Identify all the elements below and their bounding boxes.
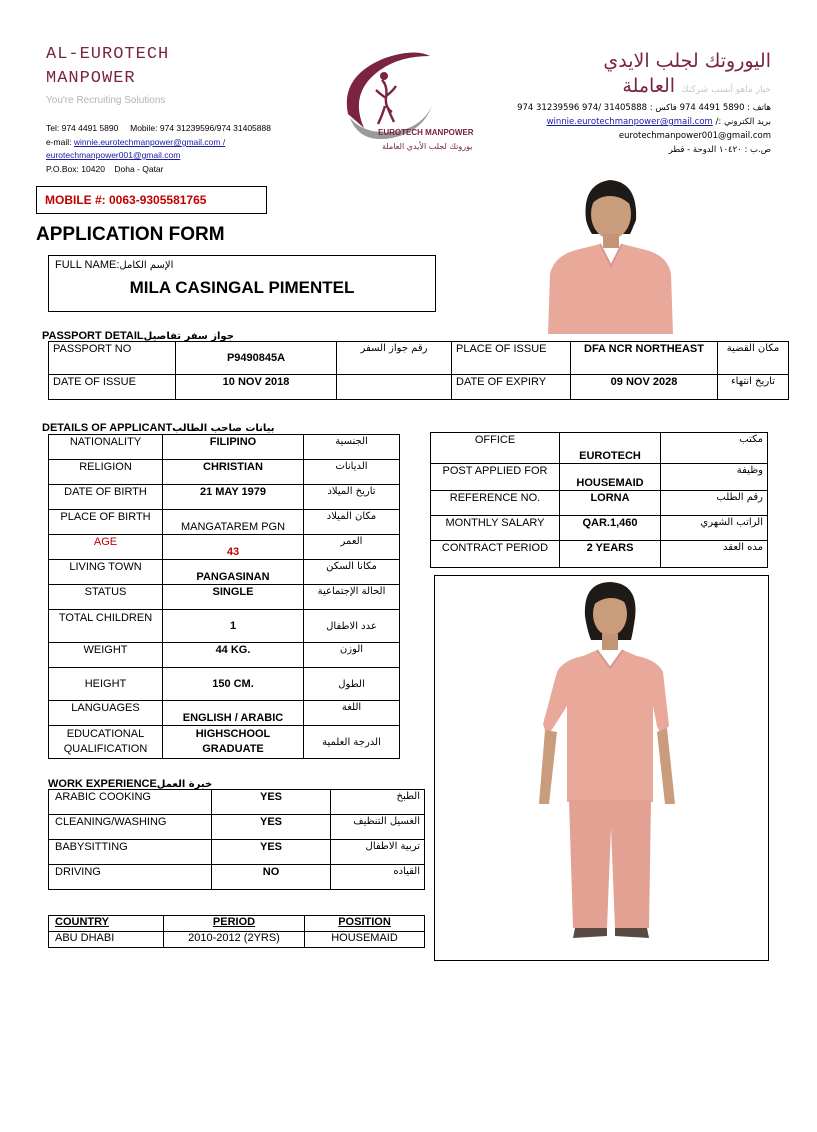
date-of-expiry-label: DATE OF EXPIRY: [452, 375, 571, 400]
mobile-number-box: MOBILE #: 0063-9305581765: [36, 186, 267, 214]
table-row: [49, 668, 400, 701]
post-applied-arabic: وظيفة: [661, 464, 768, 491]
languages-label: LANGUAGES: [49, 701, 163, 726]
date-of-birth-arabic: تاريخ الميلاد: [304, 485, 400, 510]
place-of-issue-value: DFA NCR NORTHEAST: [571, 342, 718, 375]
table-row: [49, 460, 400, 485]
table-row: [49, 815, 425, 840]
cleaning-washing-arabic: الغسيل التنظيف: [331, 815, 425, 840]
table-row: [49, 610, 400, 643]
table-row: [49, 510, 400, 535]
passport-table: [48, 341, 789, 400]
cleaning-washing-label: CLEANING/WASHING: [49, 815, 212, 840]
table-row: [49, 790, 425, 815]
table-row: [431, 516, 768, 541]
table-row: [49, 535, 400, 560]
arabic-email-link-2[interactable]: eurotechmanpower001@gmail.com: [618, 131, 771, 141]
office-table: [430, 432, 768, 568]
arabic-email-label: بريد الكتروني :/: [715, 117, 771, 127]
languages-value: ENGLISH / ARABIC: [163, 701, 304, 726]
place-of-issue-arabic: مكان القضية: [718, 342, 789, 375]
work-experience-table: [48, 789, 425, 890]
full-name-label: FULL NAME:الإسم الكامل: [55, 259, 174, 271]
reference-no-arabic: رقم الطلب: [661, 491, 768, 516]
period-header: PERIOD: [164, 916, 305, 932]
babysitting-value: YES: [212, 840, 331, 865]
arabic-pobox: ص.ب : ١٠٤٢٠ الدوحة - قطر: [668, 145, 771, 155]
weight-label: WEIGHT: [49, 643, 163, 668]
monthly-salary-label: MONTHLY SALARY: [431, 516, 560, 541]
position-header: POSITION: [305, 916, 425, 932]
religion-value: CHRISTIAN: [163, 460, 304, 485]
date-of-expiry-value: 09 NOV 2028: [571, 375, 718, 400]
contract-period-arabic: مده العقد: [661, 541, 768, 568]
nationality-arabic: الجنسية: [304, 435, 400, 460]
table-row: [49, 585, 400, 610]
company-name-line2: MANPOWER: [46, 69, 136, 88]
post-applied-value: HOUSEMAID: [560, 464, 661, 491]
monthly-salary-value: QAR.1,460: [560, 516, 661, 541]
passport-no-label: PASSPORT NO: [49, 342, 176, 375]
place-of-issue-label: PLACE OF ISSUE: [452, 342, 571, 375]
living-town-label: LIVING TOWN: [49, 560, 163, 585]
table-row: [431, 433, 768, 464]
nationality-value: FILIPINO: [163, 435, 304, 460]
country-value: ABU DHABI: [49, 932, 164, 948]
date-of-birth-label: DATE OF BIRTH: [49, 485, 163, 510]
table-row: [431, 491, 768, 516]
post-applied-label: POST APPLIED FOR: [431, 464, 560, 491]
arabic-cooking-value: YES: [212, 790, 331, 815]
passport-no-arabic: رقم جواز السفر: [337, 342, 452, 375]
height-arabic: الطول: [304, 668, 400, 701]
table-row: [49, 560, 400, 585]
arabic-email-line: [547, 116, 771, 129]
arabic-company-name-line1: اليوروتك لجلب الايدي: [603, 50, 771, 72]
living-town-arabic: مكانا السكن: [304, 560, 400, 585]
work-section-heading: WORK EXPERIENCEخبرة العمل: [48, 778, 213, 790]
full-name-value: MILA CASINGAL PIMENTEL: [129, 278, 355, 297]
place-of-birth-value: MANGATAREM PGN: [163, 510, 304, 535]
nationality-label: NATIONALITY: [49, 435, 163, 460]
languages-arabic: اللغة: [304, 701, 400, 726]
work-section-heading-arabic: خبرة العمل: [156, 779, 213, 790]
contact-email-link-1[interactable]: winnie.eurotechmanpower@gmail.com /: [73, 137, 226, 147]
full-name-box: [48, 255, 436, 312]
height-value: 150 CM.: [163, 668, 304, 701]
table-row: [49, 485, 400, 510]
monthly-salary-arabic: الراتب الشهري: [661, 516, 768, 541]
period-value: 2010-2012 (2YRS): [164, 932, 305, 948]
applicant-full-body-photo: [434, 575, 769, 961]
place-of-birth-arabic: مكان الميلاد: [304, 510, 400, 535]
babysitting-label: BABYSITTING: [49, 840, 212, 865]
arabic-tagline: خيار ماهو أنسب شركتك: [681, 85, 771, 95]
office-label: OFFICE: [431, 433, 560, 464]
arabic-company-word: العاملة: [622, 75, 676, 97]
driving-value: NO: [212, 865, 331, 890]
table-row: [49, 840, 425, 865]
passport-section-heading: PASSPORT DETAILجواز سفر تفاصيل: [42, 330, 234, 342]
arabic-company-name-line2: [622, 75, 771, 97]
form-title: APPLICATION FORM: [36, 224, 225, 245]
logo-text: EUROTECH MANPOWER: [378, 128, 474, 137]
applicant-details-table: [48, 434, 400, 759]
table-row: [49, 375, 789, 400]
living-town-value: PANGASINAN: [163, 560, 304, 585]
company-tagline: You're Recruiting Solutions: [46, 95, 166, 106]
table-row: [49, 435, 400, 460]
table-row: [49, 342, 789, 375]
arabic-phone: هاتف : 5890 4491 974 فاكس : 31405888 /974 31239596 974: [517, 103, 771, 113]
applicant-portrait-photo: [546, 170, 675, 334]
contact-email-line: [46, 136, 225, 149]
portrait-figure-icon: [546, 170, 675, 334]
education-arabic: الدرجة العلمية: [304, 726, 400, 759]
date-of-expiry-arabic: تاريخ انتهاء: [718, 375, 789, 400]
contact-email-prefix: e-mail:: [46, 137, 74, 147]
date-of-birth-value: 21 MAY 1979: [163, 485, 304, 510]
status-arabic: الحالة الإجتماعية: [304, 585, 400, 610]
arabic-email-link-1[interactable]: winnie.eurotechmanpower@gmail.com: [546, 117, 713, 127]
contact-email-link-2[interactable]: eurotechmanpower001@gmail.com: [46, 150, 181, 160]
table-row: [49, 701, 400, 726]
table-row: [49, 865, 425, 890]
position-value: HOUSEMAID: [305, 932, 425, 948]
date-of-issue-value: 10 NOV 2018: [176, 375, 337, 400]
babysitting-arabic: تربية الاطفال: [331, 840, 425, 865]
contract-period-label: CONTRACT PERIOD: [431, 541, 560, 568]
weight-value: 44 KG.: [163, 643, 304, 668]
total-children-label: TOTAL CHILDREN: [49, 610, 163, 643]
total-children-value: 1: [163, 610, 304, 643]
company-name-line1: AL-EUROTECH: [46, 45, 170, 64]
empty-cell: [337, 375, 452, 400]
table-row: [49, 643, 400, 668]
age-label: AGE: [49, 535, 163, 560]
age-value: 43: [163, 535, 304, 560]
table-row: [49, 932, 425, 948]
arabic-cooking-label: ARABIC COOKING: [49, 790, 212, 815]
applicant-section-heading: DETAILS OF APPLICANTبيانات صاحب الطالب: [42, 422, 275, 434]
table-row: [431, 541, 768, 568]
religion-arabic: الديانات: [304, 460, 400, 485]
employment-history-table: [48, 915, 425, 948]
arabic-cooking-arabic: الطبخ: [331, 790, 425, 815]
applicant-section-heading-arabic: بيانات صاحب الطالب: [172, 423, 275, 434]
passport-no-value: P9490845A: [176, 342, 337, 375]
driving-label: DRIVING: [49, 865, 212, 890]
weight-arabic: الوزن: [304, 643, 400, 668]
full-body-figure-icon: [435, 576, 768, 960]
religion-label: RELIGION: [49, 460, 163, 485]
education-label: EDUCATIONAL QUALIFICATION: [49, 726, 163, 759]
company-logo: [330, 46, 480, 164]
date-of-issue-label: DATE OF ISSUE: [49, 375, 176, 400]
total-children-arabic: عدد الاطفال: [304, 610, 400, 643]
place-of-birth-label: PLACE OF BIRTH: [49, 510, 163, 535]
logo-arabic-text: يوروتك لجلب الأيدي العاملة: [382, 142, 473, 151]
age-arabic: العمر: [304, 535, 400, 560]
status-label: STATUS: [49, 585, 163, 610]
passport-section-heading-arabic: جواز سفر تفاصيل: [143, 331, 234, 342]
office-value: EUROTECH: [560, 433, 661, 464]
contact-tel: Tel: 974 4491 5890 Mobile: 974 31239596/974 31405888: [46, 123, 271, 133]
education-value: HIGHSCHOOL GRADUATE: [163, 726, 304, 759]
driving-arabic: القياده: [331, 865, 425, 890]
cleaning-washing-value: YES: [212, 815, 331, 840]
table-row: [431, 464, 768, 491]
contact-pobox: P.O.Box: 10420 Doha - Qatar: [46, 164, 164, 174]
office-arabic: مكتب: [661, 433, 768, 464]
contract-period-value: 2 YEARS: [560, 541, 661, 568]
reference-no-value: LORNA: [560, 491, 661, 516]
height-label: HEIGHT: [49, 668, 163, 701]
status-value: SINGLE: [163, 585, 304, 610]
full-name-label-arabic: الإسم الكامل: [119, 260, 174, 271]
table-row: [49, 916, 425, 932]
reference-no-label: REFERENCE NO.: [431, 491, 560, 516]
table-row: [49, 726, 400, 759]
country-header: COUNTRY: [49, 916, 164, 932]
